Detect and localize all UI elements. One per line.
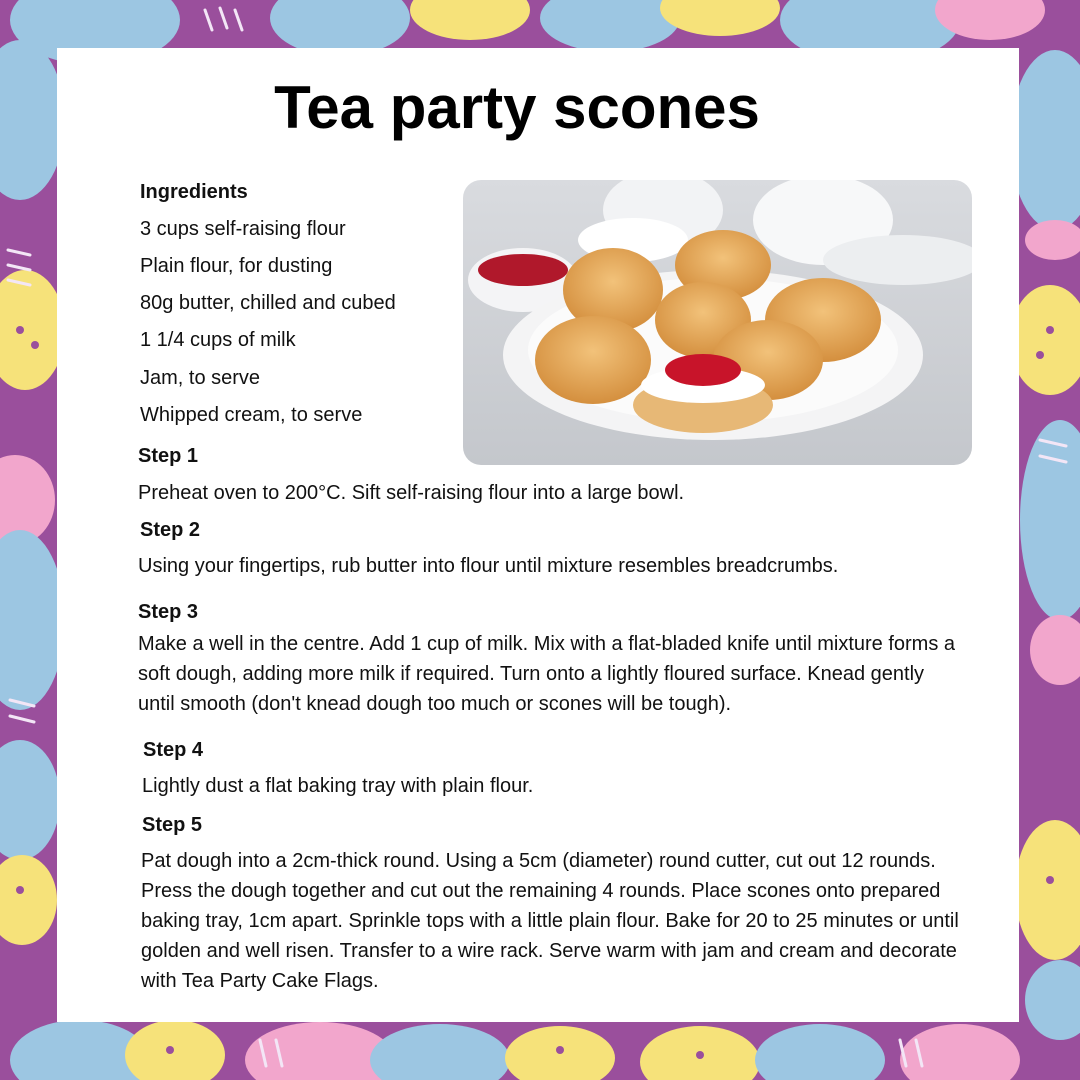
step-1-text: Preheat oven to 200°C. Sift self-raising flour into a large bowl.: [138, 482, 685, 504]
step-4-heading: Step 4: [143, 739, 204, 761]
ingredient-item: 1 1/4 cups of milk: [140, 329, 296, 351]
step-2-heading: Step 2: [140, 519, 201, 541]
step-3-heading: Step 3: [138, 601, 199, 623]
ingredient-item: Whipped cream, to serve: [140, 404, 363, 426]
ingredients-heading: Ingredients: [140, 181, 248, 203]
ingredient-item: Jam, to serve: [140, 367, 261, 389]
step-1-heading: Step 1: [138, 445, 199, 467]
step-4-text: Lightly dust a flat baking tray with plain flour.: [142, 775, 534, 797]
step-5-heading: Step 5: [142, 814, 203, 836]
step-2-text: Using your fingertips, rub butter into flour until mixture resembles breadcrumbs.: [138, 555, 839, 577]
scones-photo: [463, 180, 972, 465]
page-title: Tea party scones: [274, 74, 760, 141]
ingredient-item: Plain flour, for dusting: [140, 255, 333, 277]
step-5-text: Pat dough into a 2cm-thick round. Using a 5cm (diameter) round cutter, cut out 12 rounds. Press the dough together and cut out the remaining 4 rounds. Place scones onto prepared baking tray, 1cm apart. Sprinkle tops with a little plain flour. Bake for 20 to 25 minutes or until golden and well risen. Transfer to a wire rack. Serve warm with jam and cream and decorate with Tea Party Cake Flags.: [141, 850, 959, 992]
step-3-text: Make a well in the centre. Add 1 cup of milk. Mix with a flat-bladed knife until mixture forms a soft dough, adding more milk if required. Turn onto a lightly floured surface. Knead gently until smooth (don't knead dough too much or scones will be tough).: [138, 633, 956, 715]
ingredient-item: 80g butter, chilled and cubed: [140, 292, 396, 314]
ingredient-item: 3 cups self-raising flour: [140, 218, 346, 240]
